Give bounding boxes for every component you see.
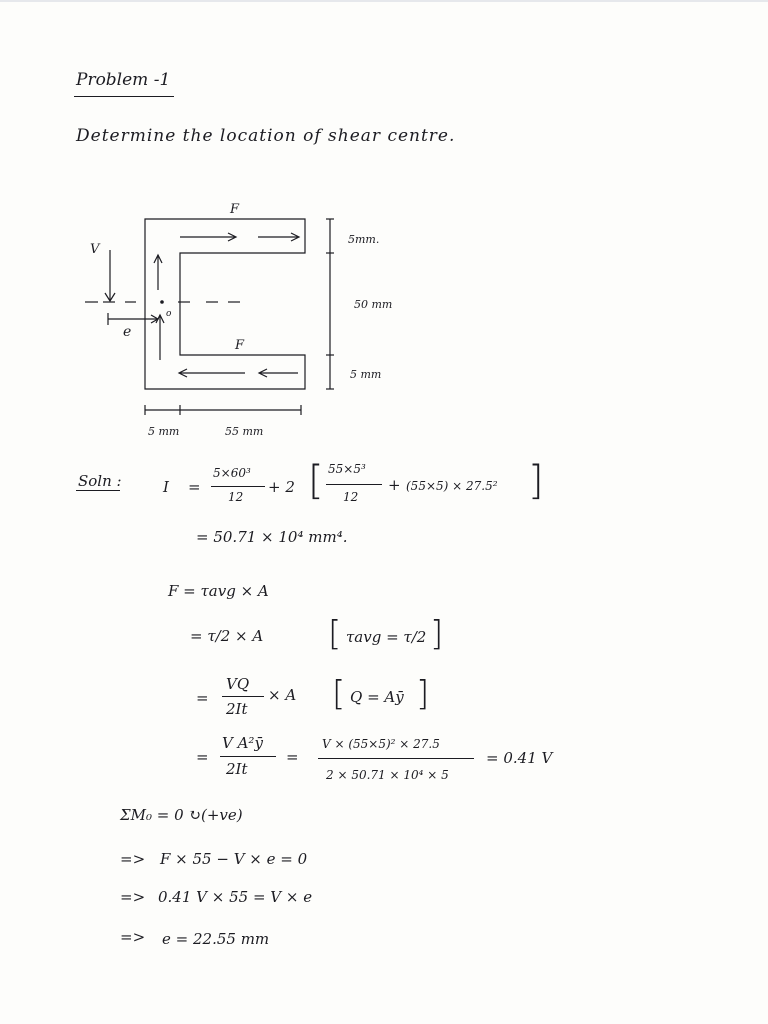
dim-top-flange: 5mm.: [348, 233, 380, 246]
force-line-2: = τ/2 × A: [190, 627, 264, 645]
bracket-close: ]: [528, 458, 544, 504]
label-o: o: [166, 309, 172, 319]
bracket-2-open: [: [328, 614, 342, 654]
moment-line-2: F × 55 − V × e = 0: [160, 850, 308, 868]
vq-denominator: 2It: [226, 700, 248, 718]
numeric-numerator: V × (55×5)² × 27.5: [322, 737, 440, 751]
force-line-3-eq: =: [196, 689, 209, 707]
i-symbol: I: [163, 478, 169, 496]
dim-web-thickness: 5 mm: [148, 425, 180, 438]
plus-two: + 2: [268, 478, 295, 496]
label-e: e: [123, 324, 132, 340]
dim-bottom-flange: 5 mm: [350, 368, 382, 381]
force-line-4-eq: =: [196, 748, 209, 766]
parallel-axis-term: (55×5) × 27.5²: [406, 479, 498, 493]
final-result: e = 22.55 mm: [162, 930, 270, 948]
label-f-bottom: F: [235, 338, 245, 353]
numeric-denominator: 2 × 50.71 × 10⁴ × 5: [326, 768, 449, 782]
implies-arrow-2: =>: [120, 888, 146, 906]
vq-times-a: × A: [268, 686, 297, 704]
soln-label: Soln :: [78, 472, 122, 490]
bracket-2-close: ]: [430, 614, 444, 654]
channel-outline: [145, 219, 305, 389]
channel-section-figure: [70, 195, 430, 445]
numeric-bar: [318, 758, 474, 759]
moment-line-3: 0.41 V × 55 = V × e: [158, 888, 313, 906]
q-note: Q = Aȳ: [350, 688, 404, 706]
tau-avg-note: τavg = τ/2: [346, 628, 427, 646]
top-edge-line: [0, 0, 768, 2]
bracket-3-close: ]: [416, 674, 430, 714]
frac2-bar: [326, 484, 382, 485]
label-f-top: F: [230, 202, 240, 217]
force-line-4-eq2: =: [286, 748, 299, 766]
bracket-open: [: [308, 458, 324, 504]
force-line-1: F = τavg × A: [168, 582, 269, 600]
vq-bar: [222, 696, 264, 697]
implies-arrow-3: =>: [120, 928, 146, 946]
label-v: V: [90, 242, 100, 257]
bracket-3-open: [: [332, 674, 346, 714]
va2y-bar: [220, 756, 276, 757]
title-underline: [74, 96, 174, 97]
i-result: = 50.71 × 10⁴ mm⁴.: [196, 528, 348, 546]
moment-eq: ΣM₀ = 0 ↻(+ve): [120, 806, 243, 824]
problem-title: Problem -1: [76, 70, 171, 90]
va2y-denominator: 2It: [226, 760, 248, 778]
frac2-denominator: 12: [343, 490, 359, 504]
va2y-numerator: V A²ȳ: [222, 734, 263, 752]
frac1-bar: [211, 486, 265, 487]
frac1-denominator: 12: [228, 490, 244, 504]
soln-underline: [76, 490, 120, 491]
force-result: = 0.41 V: [486, 749, 553, 767]
problem-statement: Determine the location of shear centre.: [76, 126, 456, 146]
frac1-numerator: 5×60³: [213, 466, 251, 480]
implies-arrow-1: =>: [120, 850, 146, 868]
i-equals: =: [188, 478, 201, 496]
dim-flange-width: 55 mm: [225, 425, 264, 438]
dim-web-height: 50 mm: [354, 298, 393, 311]
plus-sign: +: [388, 476, 401, 494]
frac2-numerator: 55×5³: [328, 462, 366, 476]
vq-numerator: VQ: [226, 675, 250, 693]
